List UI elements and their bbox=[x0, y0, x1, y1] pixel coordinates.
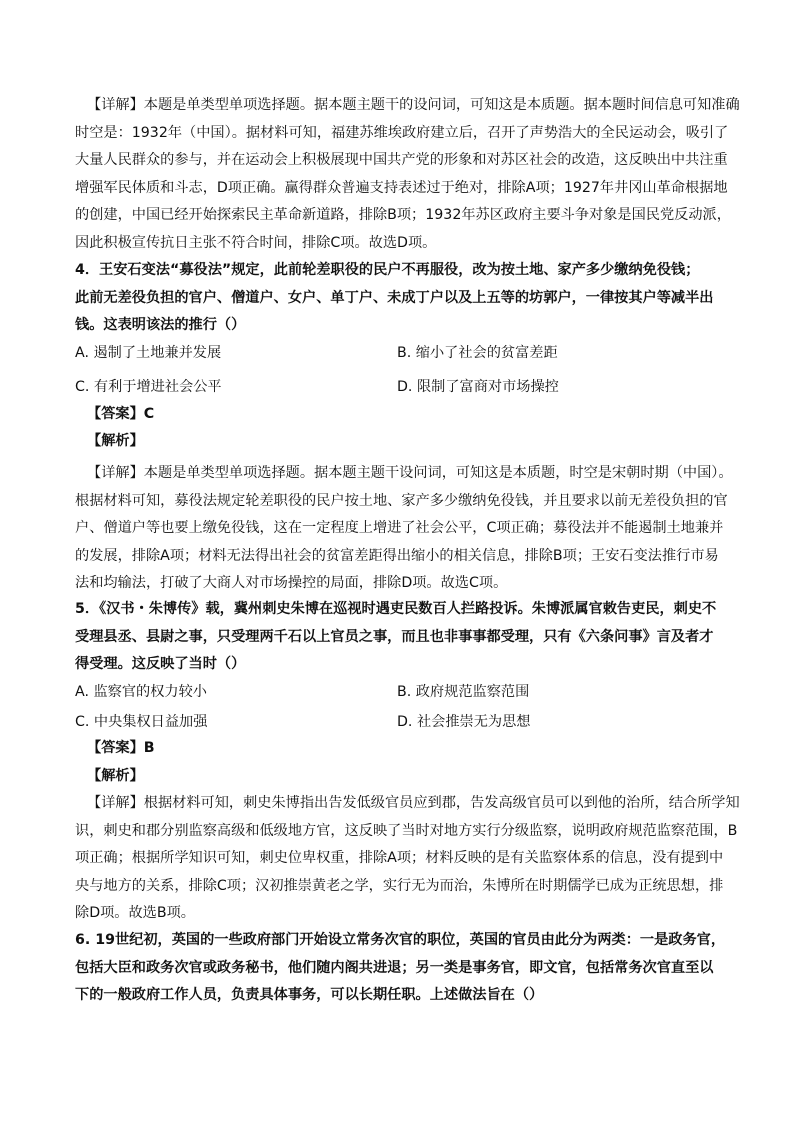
q4-analysis-line: 【详解】本题是单类型单项选择题。据本题主题干设问词，可知这是本质题，时空是宋朝时期（中国）。 bbox=[87, 465, 733, 481]
q5-stem-line: 得受理。这反映了当时（） bbox=[75, 656, 246, 672]
q4-stem bbox=[75, 257, 725, 340]
q5-analysis-line: 央与地方的关系，排除C项；汉初推崇黄老之学，实行无为而治，朱博所在时期儒学已成为正统思想，排 bbox=[75, 877, 724, 894]
q4-analysis bbox=[75, 460, 733, 598]
q3-analysis-line: 因此积极宣传抗日主张不符合时间，排除C项。故选D项。 bbox=[75, 234, 437, 251]
q5-jiexi-label: 【解析】 bbox=[87, 768, 144, 784]
q5-stem bbox=[75, 596, 725, 679]
q5-option-a: A. 监察官的权力较小 bbox=[75, 684, 207, 700]
q3-analysis-line: 【详解】本题是单类型单项选择题。据本题主题干的设问词，可知这是本质题。据本题时间信息可知准确 bbox=[87, 97, 740, 113]
q6-stem-line: 6. 19世纪初，英国的一些政府部门开始设立常务次官的职位，英国的官员由此分为两类：一是政务官， bbox=[75, 932, 726, 948]
q5-stem-line: 受理县丞、县尉之事，只受理两千石以上官员之事，而且也非事事都受理，只有《六条问事》言及者才 bbox=[75, 628, 714, 645]
q3-analysis-line: 大量人民群众的参与，并在运动会上积极展现中国共产党的形象和对苏区社会的改造，这反映出中共注重 bbox=[75, 152, 728, 168]
q4-stem-line: 4．王安石变法“募役法”规定，此前轮差职役的民户不再服役，改为按土地、家产多少缴纳免役钱； bbox=[75, 262, 700, 278]
q5-option-c: C. 中央集权日益加强 bbox=[75, 714, 208, 730]
q4-stem-line: 此前无差役负担的官户、僧道户、女户、单丁户、未成丁户以及上五等的坊郭户，一律按其户等减半出 bbox=[75, 289, 714, 306]
q4-option-a: A. 遏制了土地兼并发展 bbox=[75, 345, 222, 361]
q3-analysis-line: 增强军民体质和斗志，D项正确。赢得群众普遍支持表述过于绝对，排除A项；1927年井冈山革命根据地 bbox=[75, 179, 728, 196]
q3-analysis-line: 时空是：1932年（中国）。据材料可知，福建苏维埃政府建立后，召开了声势浩大的全民运动会，吸引了 bbox=[75, 124, 729, 141]
q3-analysis-line: 的创建，中国已经开始探索民主革命新道路，排除B项；1932年苏区政府主要斗争对象是国民党反动派， bbox=[75, 207, 731, 223]
q4-stem-line: 钱。这表明该法的推行（） bbox=[75, 317, 246, 333]
q4-option-d: D. 限制了富商对市场操控 bbox=[397, 379, 559, 395]
q4-analysis-line: 的发展，排除A项；材料无法得出社会的贫富差距得出缩小的相关信息，排除B项；王安石变法推行市易 bbox=[75, 547, 719, 564]
q4-option-c: C. 有利于增进社会公平 bbox=[75, 379, 222, 395]
q4-analysis-line: 根据材料可知，募役法规定轮差职役的民户按土地、家产多少缴纳免役钱，并且要求以前无差役负担的官 bbox=[75, 492, 728, 509]
q5-stem-line: 5．《汉书・朱博传》载，冀州刺史朱博在巡视时遇吏民数百人拦路投诉。朱博派属官敕告吏民，刺史不 bbox=[75, 601, 717, 617]
q5-analysis-line: 识，刺史和郡分别监察高级和低级地方官，这反映了当时对地方实行分级监察，说明政府规范监察范围，B bbox=[75, 822, 738, 839]
q5-answer: 【答案】B bbox=[87, 740, 155, 756]
q5-analysis-line: 除D项。故选B项。 bbox=[75, 905, 195, 921]
q4-analysis-line: 户、僧道户等也要上缴免役钱，这在一定程度上增进了社会公平，C项正确；募役法并不能遏制土地兼并 bbox=[75, 520, 724, 536]
q4-answer: 【答案】C bbox=[87, 406, 155, 422]
q5-analysis-line: 【详解】根据材料可知，刺史朱博指出告发低级官员应到郡，告发高级官员可以到他的治所，结合所学知 bbox=[87, 795, 740, 811]
q5-analysis bbox=[75, 790, 740, 928]
q5-analysis-line: 项正确；根据所学知识可知，刺史位卑权重，排除A项；材料反映的是有关监察体系的信息，没有提到中 bbox=[75, 850, 724, 866]
q6-stem-line: 下的一般政府工作人员，负责具体事务，可以长期任职。上述做法旨在（） bbox=[75, 987, 544, 1003]
q5-option-d: D. 社会推崇无为思想 bbox=[397, 714, 531, 730]
q6-stem bbox=[75, 927, 725, 1010]
q4-jiexi-label: 【解析】 bbox=[87, 433, 144, 449]
q3-analysis bbox=[75, 92, 740, 257]
q4-option-b: B. 缩小了社会的贫富差距 bbox=[397, 345, 558, 361]
q4-analysis-line: 法和均输法，打破了大商人对市场操控的局面，排除D项。故选C项。 bbox=[75, 575, 508, 591]
q6-stem-line: 包括大臣和政务次官或政务秘书，他们随内阁共进退；另一类是事务官，即文官，包括常务次官直至以 bbox=[75, 959, 714, 976]
q5-option-b: B. 政府规范监察范围 bbox=[397, 684, 530, 700]
